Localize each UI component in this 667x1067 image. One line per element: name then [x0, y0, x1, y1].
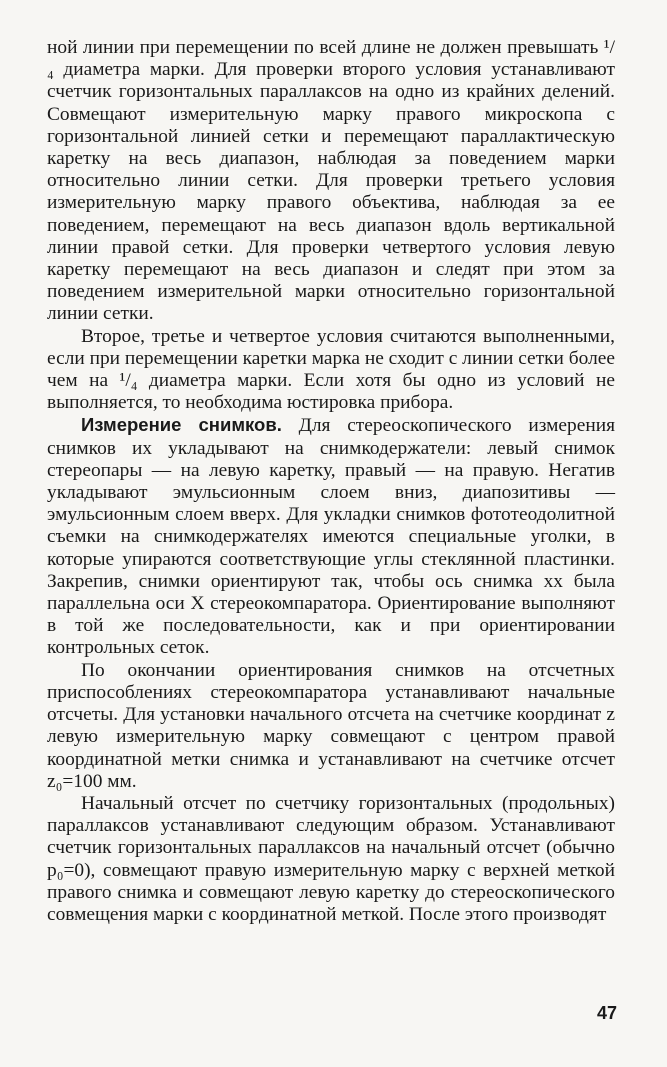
paragraph-text: Начальный отсчет по счетчику горизонтальных (продольных) параллаксов устанавливают следующим образом. Устанавливают счетчик горизонтальных параллаксов на начальный отсчет (обычно p₀=0), совмещают правую измерительную марку с верхней меткой правого снимка и совмещают левую каретку до стереоскопического совмещения марки с координатной меткой. После этого производят	[47, 792, 615, 925]
body-text	[47, 37, 615, 926]
paragraph-5	[47, 793, 615, 926]
page-number: 47	[596, 1003, 617, 1023]
paragraph-3	[47, 414, 615, 659]
paragraph-text: Для стереоскопического измерения снимков их укладывают на снимкодержатели: левый снимок стереопары — на левую каретку, правый — на правую. Негатив укладывают эмульсионным слоем вниз, диапозитивы — эмульсионным слоем вверх. Для укладки снимков фототеодолитной съемки на снимкодержателях имеются специальные уголки, в которые упираются соответствующие углы стеклянной пластинки. Закрепив, снимки ориентируют так, чтобы ось снимка xx была параллельна оси X стереокомпаратора. Ориентирование выполняют в той же последовательности, как и при ориентировании контрольных сеток.	[47, 415, 615, 659]
paragraph-1	[47, 37, 615, 326]
paragraph-text: ной линии при перемещении по всей длине не должен превышать ¹/₄ диаметра марки. Для проверки второго условия устанавливают счетчик горизонтальных параллаксов на одно из крайних делений. Совмещают измерительную марку правого микроскопа с горизонтальной линией сетки и перемещают параллактическую каретку на весь диапазон, наблюдая за поведением марки относительно линии сетки. Для проверки третьего условия измерительную марку правого объектива, наблюдая за ее поведением, перемещают на весь диапазон вдоль вертикальной линии правой сетки. Для проверки четвертого условия левую каретку перемещают на весь диапазон и следят при этом за поведением измерительной марки относительно горизонтальной линии сетки.	[47, 37, 615, 325]
paragraph-text: Второе, третье и четвертое условия считаются выполненными, если при перемещении каретки марка не сходит с линии сетки более чем на ¹/₄ диаметра марки. Если хотя бы одно из условий не выполняется, то необходима юстировка прибора.	[47, 325, 615, 414]
paragraph-2	[47, 326, 615, 415]
paragraph-text: По окончании ориентирования снимков на отсчетных приспособлениях стереокомпаратора устанавливают начальные отсчеты. Для установки начального отсчета на счетчике координат z левую измерительную марку совмещают с центром правой координатной метки снимка и устанавливают на счетчике отсчет z₀=100 мм.	[47, 659, 615, 792]
runin-heading: Измерение снимков.	[81, 414, 282, 436]
paragraph-4	[47, 660, 615, 793]
